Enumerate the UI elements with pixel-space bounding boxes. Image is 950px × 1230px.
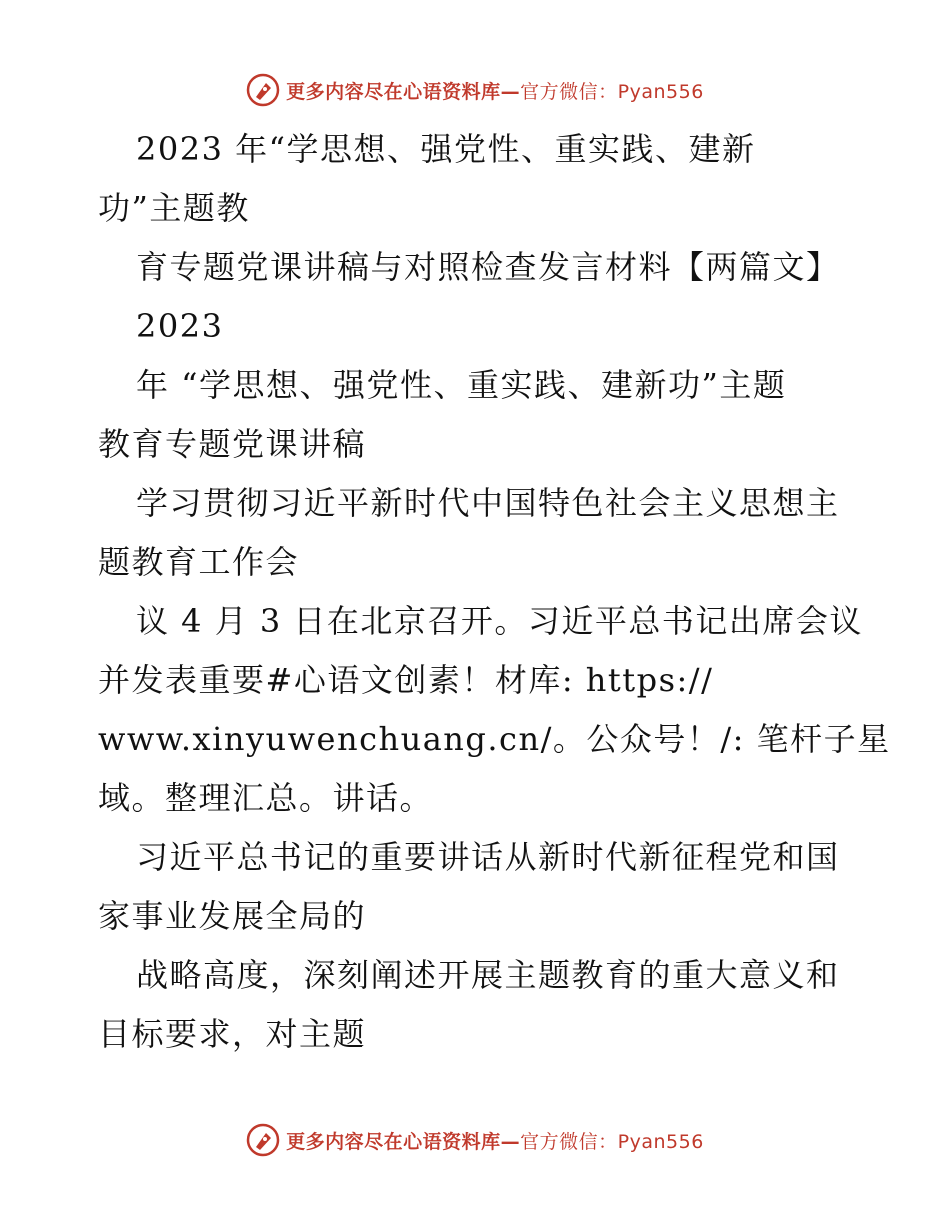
text-line: 议 4 月 3 日在北京召开。习近平总书记出席会议 — [136, 602, 863, 640]
text-line: 年 “学思想、强党性、重实践、建新功”主题 — [136, 366, 787, 404]
pen-nib-logo-icon — [246, 1123, 280, 1157]
text-line: 功”主题教 — [98, 189, 250, 227]
text-line: 育专题党课讲稿与对照检查发言材料【两篇文】 — [136, 248, 840, 286]
text-line: 家事业发展全局的 — [98, 897, 367, 935]
text-line: www.xinyuwenchuang.cn/。公众号！/: 笔杆子星 — [98, 720, 891, 758]
watermark-text: 更多内容尽在心语资料库—官方微信：Pyan556 — [286, 80, 704, 103]
text-line: 目标要求，对主题 — [98, 1015, 367, 1053]
watermark-header — [0, 70, 950, 110]
text-line: 战略高度，深刻阐述开展主题教育的重大意义和 — [136, 956, 840, 994]
text-line: 习近平总书记的重要讲话从新时代新征程党和国 — [136, 838, 840, 876]
document-body — [98, 120, 891, 1064]
text-line: 题教育工作会 — [98, 543, 300, 581]
watermark-footer — [0, 1120, 950, 1160]
text-line: 域。整理汇总。讲话。 — [98, 779, 434, 817]
text-line: 2023 — [136, 307, 224, 345]
text-line: 教育专题党课讲稿 — [98, 425, 367, 463]
watermark-text: 更多内容尽在心语资料库—官方微信：Pyan556 — [286, 1130, 704, 1153]
pen-nib-logo-icon — [246, 73, 280, 107]
text-line: 并发表重要#心语文创素！材库: https:// — [98, 661, 714, 699]
text-line: 学习贯彻习近平新时代中国特色社会主义思想主 — [136, 484, 840, 522]
text-line: 2023 年“学思想、强党性、重实践、建新 — [136, 130, 756, 168]
